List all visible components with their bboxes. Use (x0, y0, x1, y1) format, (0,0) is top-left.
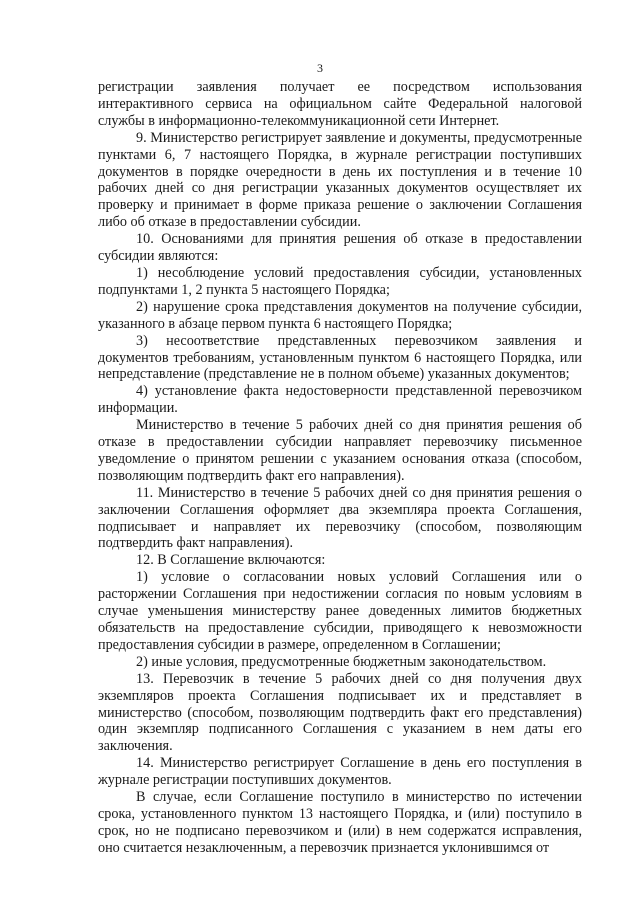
list-item: 1) несоблюдение условий предоставления субсидии, установленных подпунктами 1, 2 пункта 5 настоящего Порядка; (98, 264, 582, 298)
paragraph: 14. Министерство регистрирует Соглашение в день его поступления в журнале регистрации поступивших документов. (98, 755, 582, 789)
paragraph: В случае, если Соглашение поступило в министерство по истечении срока, установленного пунктом 13 настоящего Порядка, и (или) поступило в срок, но не подписано перевозчиком и (или) в нем содержатся исправления, оно считается незаключенным, а перевозчик признается уклонившимся от (98, 789, 582, 856)
paragraph: регистрации заявления получает ее посредством использования интерактивного сервиса на официальном сайте Федеральной налоговой службы в информационно-телекоммуникационной сети Интернет. (98, 79, 582, 129)
paragraph: Министерство в течение 5 рабочих дней со дня принятия решения об отказе в предоставлении субсидии направляет перевозчику письменное уведомление о принятом решении с указанием основания отказа (способом, позволяющим подтвердить факт его направления). (98, 417, 582, 484)
page-number: 3 (317, 61, 323, 75)
list-item: 4) установление факта недостоверности представленной перевозчиком информации. (98, 383, 582, 417)
list-item: 1) условие о согласовании новых условий Соглашения или о расторжении Соглашения при недостижении согласия по новым условиям в случае уменьшения министерству ранее доведенных лимитов бюджетных обязательств на предоставление субсидии, приводящего к невозможности предоставления субсидии в размере, определенном в Соглашении; (98, 569, 582, 653)
paragraph: 9. Министерство регистрирует заявление и документы, предусмотренные пунктами 6, 7 настоящего Порядка, в журнале регистрации поступивших документов в порядке очередности в день их поступления и в течение 10 рабочих дней со дня регистрации указанных документов осуществляет их проверку и принимает в форме приказа решение о заключении Соглашения либо об отказе в предоставлении субсидии. (98, 129, 582, 231)
paragraph: 12. В Соглашение включаются: (136, 552, 326, 569)
paragraph: 11. Министерство в течение 5 рабочих дней со дня принятия решения о заключении Соглашения оформляет два экземпляра проекта Соглашения, подписывает и направляет их перевозчику (способом, позволяющим подтвердить факт направления). (98, 484, 582, 552)
paragraph: 10. Основаниями для принятия решения об отказе в предоставлении субсидии являются: (98, 231, 582, 265)
paragraph: 13. Перевозчик в течение 5 рабочих дней со дня получения двух экземпляров проекта Соглашения подписывает их и представляет в министерство (способом, позволяющим подтвердить факт его представления) один экземпляр подписанного Соглашения с указанием в нем даты его заключения. (98, 670, 582, 755)
list-item: 3) несоответствие представленных перевозчиком заявления и документов требованиям, установленным пунктом 6 настоящего Порядка, или непредставление (представление не в полном объеме) указанных документов; (98, 332, 582, 383)
list-item: 2) иные условия, предусмотренные бюджетным законодательством. (136, 653, 547, 670)
document-body (98, 79, 582, 857)
list-item: 2) нарушение срока представления документов на получение субсидии, указанного в абзаце первом пункта 6 настоящего Порядка; (98, 298, 582, 332)
